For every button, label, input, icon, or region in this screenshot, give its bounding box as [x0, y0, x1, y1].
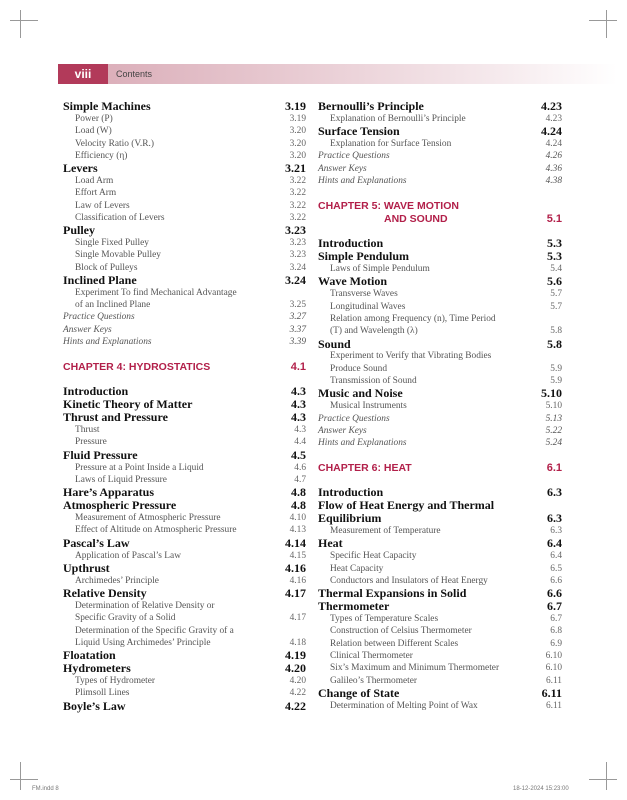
toc-subsection — [63, 687, 306, 699]
toc-section — [318, 537, 562, 550]
toc-entry-page: 5.13 — [545, 413, 562, 424]
toc-entry-label: Load (W) — [75, 126, 112, 137]
toc-entry-label: Heat — [318, 536, 343, 551]
toc-subsection — [63, 287, 306, 299]
toc-subsection — [318, 350, 562, 362]
toc-entry-page: 6.10 — [545, 650, 562, 661]
toc-chapter-label: AND SOUND — [384, 213, 448, 226]
toc-entry-label: Classification of Levers — [75, 212, 165, 223]
toc-entry-label: Plimsoll Lines — [75, 688, 130, 699]
toc-subsection — [63, 113, 306, 125]
toc-entry-page: 4.23 — [545, 113, 562, 124]
toc-extra-item — [318, 413, 562, 425]
toc-entry-label: Determination of Melting Point of Wax — [330, 700, 478, 711]
toc-entry-label: Hydrometers — [63, 661, 131, 675]
toc-entry-page: 4.3 — [291, 384, 306, 399]
toc-entry-label: Relative Density — [63, 586, 147, 600]
toc-subsection — [63, 200, 306, 212]
toc-entry-page: 4.23 — [541, 99, 562, 113]
toc-subsection — [318, 563, 562, 575]
footer-timestamp: 18-12-2024 15:23:00 — [513, 786, 569, 792]
toc-entry-label: Types of Temperature Scales — [330, 614, 439, 625]
toc-entry-label: Answer Keys — [318, 425, 367, 436]
toc-extra-item — [318, 175, 562, 187]
toc-entry-label: Explanation for Surface Tension — [330, 139, 452, 150]
toc-entry-page: 6.6 — [547, 586, 562, 601]
toc-entry-page: 5.4 — [550, 264, 562, 275]
toc-entry-page: 6.5 — [550, 563, 562, 574]
footer-file: FM.indd 8 — [32, 786, 59, 792]
toc-section — [318, 600, 562, 613]
toc-entry-label: Wave Motion — [318, 274, 387, 289]
toc-entry-page: 6.3 — [547, 485, 562, 500]
toc-entry-page: 4.4 — [294, 437, 306, 448]
toc-entry-label: Simple Pendulum — [318, 249, 410, 264]
toc-entry-page: 4.15 — [289, 550, 306, 561]
toc-entry-page: 4.3 — [294, 425, 306, 436]
toc-entry-label: Practice Questions — [318, 151, 390, 162]
toc-entry-label: Block of Pulleys — [75, 262, 138, 273]
toc-entry-page: 3.22 — [289, 176, 306, 186]
toc-entry-label: Sound — [318, 336, 351, 351]
toc-entry-page: 6.6 — [550, 575, 562, 586]
toc-subsection — [63, 212, 306, 224]
toc-entry-label: Heat Capacity — [330, 563, 384, 574]
page-number: viii — [58, 64, 108, 84]
toc-section — [63, 224, 306, 237]
toc-entry-page: 3.21 — [285, 161, 306, 176]
toc-entry-page: 4.20 — [289, 675, 306, 686]
toc-entry-label: Hare’s Apparatus — [63, 485, 155, 500]
toc-subsection — [63, 436, 306, 448]
toc-entry-page: 5.24 — [545, 438, 562, 449]
toc-entry-page: 6.3 — [547, 511, 562, 526]
toc-section — [63, 662, 306, 675]
toc-entry-label: Single Fixed Pulley — [75, 238, 149, 249]
crop-mark — [20, 10, 21, 38]
toc-entry-label: Hints and Explanations — [318, 438, 407, 449]
toc-entry-page: 3.23 — [289, 250, 306, 261]
toc-subsection — [63, 675, 306, 687]
toc-entry-label: Upthrust — [63, 560, 110, 575]
toc-entry-label: Specific Heat Capacity — [330, 551, 417, 562]
toc-subsection — [318, 650, 562, 662]
toc-section — [318, 250, 562, 263]
toc-entry-page: 4.24 — [545, 139, 562, 150]
toc-entry-label: Hints and Explanations — [318, 176, 407, 186]
toc-extra-item — [63, 311, 306, 323]
toc-entry-page: 4.20 — [285, 661, 306, 675]
toc-entry-page: 4.7 — [294, 474, 306, 485]
toc-entry-page: 5.9 — [550, 376, 562, 386]
toc-entry-page: 4.16 — [289, 575, 306, 586]
toc-extra-item — [63, 336, 306, 348]
toc-section — [63, 162, 306, 175]
toc-entry-label: Law of Levers — [75, 200, 130, 211]
crop-mark — [20, 762, 21, 790]
toc-entry-page: 4.3 — [291, 410, 306, 425]
toc-subsection — [318, 700, 562, 712]
toc-entry-page: 3.19 — [289, 113, 306, 124]
toc-subsection — [318, 550, 562, 562]
toc-extra-item — [318, 163, 562, 175]
toc-entry-page: 5.7 — [550, 301, 562, 312]
toc-subsection — [63, 175, 306, 187]
toc-section — [63, 587, 306, 600]
toc-entry-page: 5.8 — [550, 326, 562, 337]
toc-subsection — [318, 613, 562, 625]
toc-entry-page: 6.1 — [546, 462, 562, 475]
toc-entry-page: 3.20 — [289, 126, 306, 137]
toc-subsection — [63, 612, 306, 624]
toc-entry-page: 4.18 — [289, 637, 306, 648]
toc-subsection — [318, 675, 562, 687]
toc-entry-label: Single Movable Pulley — [75, 250, 161, 261]
toc-extra-item — [318, 150, 562, 162]
toc-section — [318, 100, 562, 113]
toc-entry-page: 5.9 — [550, 363, 562, 374]
toc-subsection — [63, 462, 306, 474]
toc-entry-label: Practice Questions — [63, 312, 135, 323]
toc-entry-label: Transmission of Sound — [330, 376, 417, 386]
toc-entry-page: 5.3 — [547, 249, 562, 264]
toc-entry-page: 3.22 — [289, 200, 306, 211]
toc-entry-page: 3.20 — [289, 150, 306, 161]
toc-entry-page: 3.27 — [289, 312, 306, 323]
toc-section — [63, 562, 306, 575]
toc-entry-page: 6.11 — [545, 675, 562, 686]
toc-entry-page: 3.25 — [289, 300, 306, 311]
toc-subsection — [63, 524, 306, 536]
toc-subsection — [63, 237, 306, 249]
toc-entry-page: 4.19 — [285, 648, 306, 663]
toc-entry-page: 6.11 — [541, 685, 562, 700]
toc-entry-label: Introduction — [63, 384, 129, 399]
toc-entry-label: Explanation of Bernoulli’s Principle — [330, 113, 466, 124]
toc-entry-page: 5.3 — [547, 236, 562, 251]
toc-entry-page: 5.10 — [545, 401, 562, 412]
toc-entry-label: Relation between Different Scales — [330, 638, 459, 649]
toc-entry-page: 6.9 — [550, 638, 562, 649]
toc-entry-label: Pressure at a Point Inside a Liquid — [75, 462, 204, 473]
toc-entry-page: 6.10 — [545, 663, 562, 674]
toc-entry-page: 6.7 — [547, 599, 562, 614]
toc-entry-label: Music and Noise — [318, 386, 403, 401]
toc-entry-page: 4.26 — [545, 151, 562, 162]
toc-entry-label: Experiment To find Mechanical Advantage — [75, 287, 237, 298]
toc-entry-page: 3.24 — [285, 272, 306, 287]
toc-section — [63, 537, 306, 550]
toc-entry-label: Practice Questions — [318, 413, 390, 424]
toc-entry-label: Thrust — [75, 425, 100, 436]
toc-entry-label: Produce Sound — [330, 363, 388, 374]
toc-entry-label: Types of Hydrometer — [75, 675, 156, 686]
toc-entry-label: Change of State — [318, 685, 400, 700]
toc-entry-label: Longitudinal Waves — [330, 301, 406, 312]
toc-entry-label: Levers — [63, 161, 98, 176]
toc-entry-label: Load Arm — [75, 176, 114, 186]
toc-entry-label: Boyle’s Law — [63, 698, 126, 713]
toc-entry-label: Specific Gravity of a Solid — [75, 613, 176, 624]
header-title: Contents — [116, 69, 153, 79]
toc-entry-page: 3.23 — [289, 238, 306, 249]
toc-entry-label: Laws of Liquid Pressure — [75, 474, 167, 485]
toc-entry-page: 4.22 — [285, 698, 306, 713]
toc-entry-page: 6.4 — [550, 551, 562, 562]
toc-chapter-heading — [63, 361, 306, 374]
toc-entry-label: Laws of Simple Pendulum — [330, 264, 430, 275]
toc-entry-label: Determination of Relative Density or — [75, 600, 215, 611]
toc-entry-page: 3.39 — [289, 337, 306, 348]
toc-entry-page: 4.5 — [291, 447, 306, 462]
toc-subsection — [63, 424, 306, 436]
toc-entry-label: Archimedes’ Principle — [75, 575, 159, 586]
toc-entry-page: 5.6 — [547, 274, 562, 289]
toc-entry-label: Measurement of Temperature — [330, 526, 441, 537]
toc-entry-label: (T) and Wavelength (λ) — [330, 326, 418, 337]
toc-subsection — [318, 325, 562, 337]
toc-entry-page: 4.8 — [291, 485, 306, 500]
toc-entry-label: Pressure — [75, 437, 107, 448]
toc-entry-label: Answer Keys — [63, 324, 112, 335]
toc-entry-label: Effect of Altitude on Atmospheric Pressure — [75, 525, 237, 536]
toc-right-column — [318, 100, 562, 712]
toc-entry-page: 3.22 — [289, 188, 306, 199]
crop-mark — [606, 10, 607, 38]
toc-entry-label: Transverse Waves — [330, 289, 398, 300]
toc-entry-page: 6.8 — [550, 626, 562, 637]
toc-entry-page: 5.7 — [550, 289, 562, 300]
crop-mark — [10, 779, 38, 780]
toc-entry-page: 4.17 — [285, 586, 306, 600]
toc-entry-page: 4.13 — [289, 525, 306, 536]
toc-entry-label: Application of Pascal’s Law — [75, 550, 181, 561]
toc-extra-item — [318, 425, 562, 437]
toc-entry-label: Experiment to Verify that Vibrating Bodies — [330, 351, 492, 362]
toc-entry-page: 6.3 — [550, 526, 562, 537]
toc-subsection — [318, 625, 562, 637]
toc-section — [63, 274, 306, 287]
toc-entry-page: 5.10 — [541, 386, 562, 401]
toc-entry-page: 4.14 — [285, 535, 306, 550]
toc-subsection — [63, 299, 306, 311]
toc-entry-page: 4.3 — [291, 397, 306, 412]
toc-entry-page: 6.11 — [545, 700, 562, 711]
toc-entry-page: 5.22 — [545, 425, 562, 436]
toc-subsection — [318, 288, 562, 300]
toc-entry-page: 3.19 — [285, 99, 306, 113]
toc-entry-page: 3.22 — [289, 212, 306, 223]
toc-entry-page: 6.7 — [550, 614, 562, 625]
toc-entry-page: 3.24 — [289, 262, 306, 273]
toc-entry-label: Introduction — [318, 236, 384, 251]
toc-entry-page: 4.36 — [545, 163, 562, 174]
toc-subsection — [63, 600, 306, 612]
toc-entry-label: Atmospheric Pressure — [63, 498, 177, 513]
crop-mark — [589, 779, 617, 780]
toc-entry-label: Pascal’s Law — [63, 535, 130, 550]
toc-entry-label: Introduction — [318, 485, 384, 500]
toc-subsection — [63, 249, 306, 261]
toc-entry-page: 4.38 — [545, 176, 562, 186]
toc-entry-page: 4.6 — [294, 462, 306, 473]
toc-entry-label: Floatation — [63, 648, 116, 663]
toc-chapter-heading — [318, 462, 562, 475]
toc-chapter-label: CHAPTER 5: WAVE MOTION — [318, 200, 459, 213]
toc-entry-page: 6.4 — [547, 536, 562, 551]
toc-section — [318, 687, 562, 700]
toc-entry-label: Power (P) — [75, 113, 113, 124]
toc-subsection — [318, 662, 562, 674]
toc-entry-label: Efficiency (η) — [75, 150, 128, 161]
toc-entry-label: Answer Keys — [318, 163, 367, 174]
toc-entry-label: Relation among Frequency (n), Time Period — [330, 313, 496, 324]
toc-entry-label: Thermometer — [318, 599, 390, 614]
toc-subsection — [63, 187, 306, 199]
toc-subsection — [63, 625, 306, 637]
toc-extra-item — [318, 437, 562, 449]
toc-section — [318, 387, 562, 400]
toc-section — [63, 100, 306, 113]
toc-subsection — [318, 363, 562, 375]
toc-entry-label: Conductors and Insulators of Heat Energy — [330, 575, 488, 586]
toc-entry-label: Clinical Thermometer — [330, 650, 413, 661]
toc-entry-label: Flow of Heat Energy and Thermal — [318, 498, 495, 513]
toc-section — [63, 449, 306, 462]
toc-entry-page: 5.8 — [547, 336, 562, 351]
toc-entry-page: 4.16 — [285, 560, 306, 575]
toc-section — [318, 125, 562, 138]
toc-chapter-heading — [318, 200, 562, 226]
crop-mark — [606, 762, 607, 790]
toc-entry-label: Thermal Expansions in Solid — [318, 586, 467, 601]
toc-section — [63, 499, 306, 512]
toc-entry-label: Bernoulli’s Principle — [318, 99, 424, 113]
toc-entry-page: 4.22 — [289, 688, 306, 699]
toc-section — [63, 700, 306, 713]
toc-entry-label: of an Inclined Plane — [75, 300, 151, 311]
toc-entry-page: 3.37 — [289, 324, 306, 335]
toc-entry-label: Thrust and Pressure — [63, 410, 168, 425]
toc-section — [318, 275, 562, 288]
toc-entry-label: Effort Arm — [75, 188, 117, 199]
toc-entry-label: Galileo’s Thermometer — [330, 675, 418, 686]
toc-subsection — [63, 138, 306, 150]
toc-section — [318, 338, 562, 351]
toc-entry-label: Equilibrium — [318, 511, 382, 526]
crop-mark — [10, 20, 38, 21]
toc-extra-item — [63, 324, 306, 336]
toc-subsection — [318, 400, 562, 412]
toc-entry-label: Simple Machines — [63, 99, 151, 113]
toc-entry-label: CHAPTER 6: HEAT — [318, 462, 412, 475]
toc-entry-label: CHAPTER 4: HYDROSTATICS — [63, 361, 211, 374]
toc-subsection — [63, 512, 306, 524]
toc-entry-page: 4.10 — [289, 513, 306, 523]
toc-entry-label: Kinetic Theory of Matter — [63, 397, 193, 412]
toc-entry-label: Velocity Ratio (V.R.) — [75, 138, 154, 149]
toc-subsection — [318, 301, 562, 313]
toc-entry-page: 4.1 — [290, 361, 306, 374]
toc-section — [318, 512, 562, 525]
toc-section — [63, 411, 306, 424]
toc-entry-page: 3.20 — [289, 138, 306, 149]
toc-entry-label: Musical Instruments — [330, 401, 407, 412]
toc-entry-label: Measurement of Atmospheric Pressure — [75, 513, 221, 523]
toc-entry-label: Fluid Pressure — [63, 447, 138, 462]
toc-subsection — [63, 550, 306, 562]
toc-subsection — [63, 150, 306, 162]
toc-entry-page: 4.24 — [541, 124, 562, 139]
toc-entry-label: Six’s Maximum and Minimum Thermometer — [330, 663, 500, 674]
toc-subsection — [63, 125, 306, 137]
toc-entry-label: Pulley — [63, 223, 95, 238]
toc-entry-label: Surface Tension — [318, 124, 400, 139]
toc-entry-page: 4.17 — [289, 613, 306, 624]
toc-entry-page: 3.23 — [285, 223, 306, 238]
toc-entry-label: Hints and Explanations — [63, 337, 152, 348]
toc-chapter-page: 5.1 — [546, 213, 562, 226]
toc-subsection — [318, 138, 562, 150]
toc-entry-label: Liquid Using Archimedes’ Principle — [75, 637, 211, 648]
crop-mark — [589, 20, 617, 21]
toc-left-column — [63, 100, 306, 712]
toc-subsection — [318, 638, 562, 650]
toc-subsection — [318, 525, 562, 537]
toc-entry-label: Inclined Plane — [63, 272, 137, 287]
toc-subsection — [318, 313, 562, 325]
toc-entry-label: Construction of Celsius Thermometer — [330, 626, 472, 637]
toc-entry-page: 4.8 — [291, 498, 306, 513]
toc-entry-label: Determination of the Specific Gravity of a — [75, 625, 234, 636]
